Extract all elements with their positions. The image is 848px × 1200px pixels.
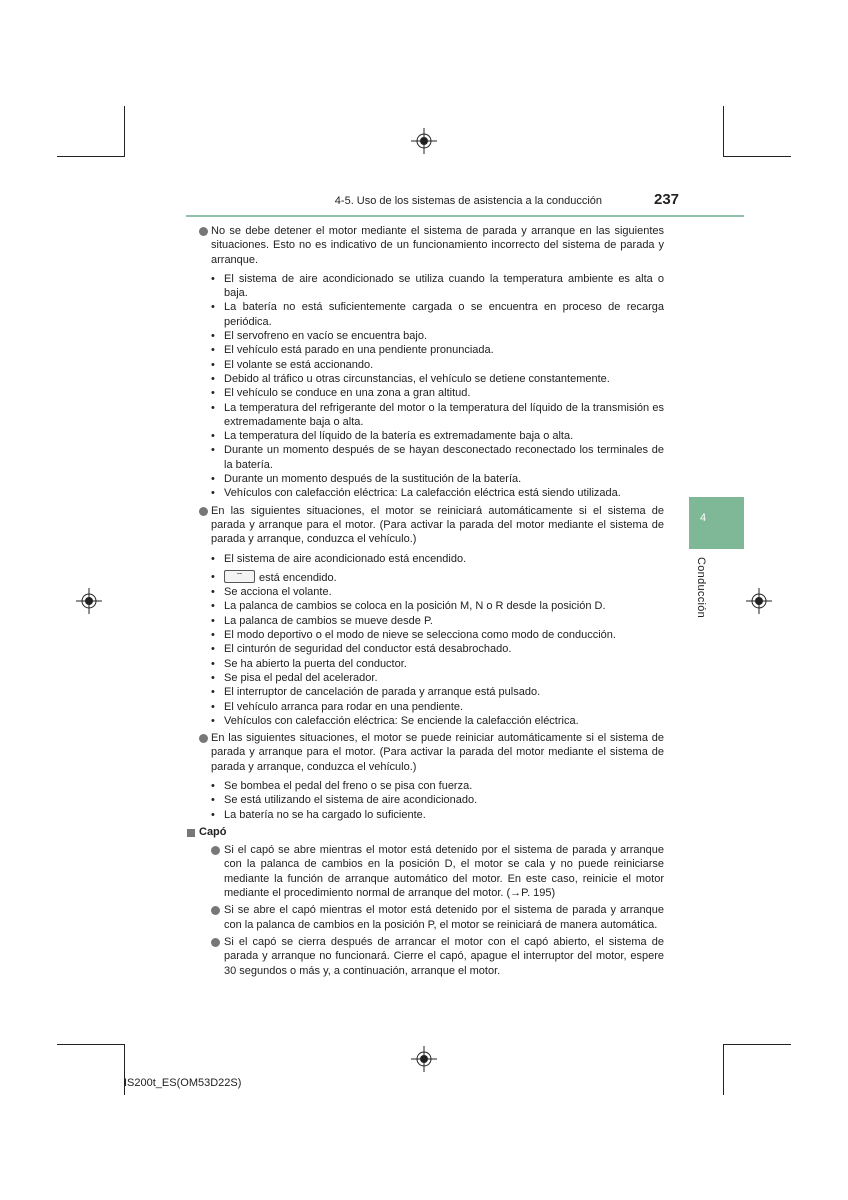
list-item: • La batería no se ha cargado lo suficiente.	[211, 808, 426, 821]
list-item: • El sistema de aire acondicionado se utiliza cuando la temperatura ambiente es alta o baja.	[211, 272, 664, 300]
section-header-title: 4-5. Uso de los sistemas de asistencia a la conducción	[334, 195, 602, 207]
page-content	[198, 224, 664, 981]
list-item: • La palanca de cambios se coloca en la posición M, N o R desde la posición D.	[211, 600, 606, 613]
list-item: • El volante se está accionando.	[211, 358, 374, 371]
paragraph	[198, 504, 664, 547]
bullet-circle-icon	[199, 734, 208, 743]
crop-mark	[723, 156, 791, 157]
condition-list	[198, 552, 664, 729]
bullet-square-icon	[187, 829, 195, 837]
paragraph-text: No se debe detener el motor mediante el sistema de parada y arranque en las siguientes situaciones. Esto no es indicativo de un funcionamiento incorrecto del sistema de parada y arranque.	[211, 225, 664, 266]
paragraph	[198, 903, 664, 932]
list-item: • Se bombea el pedal del freno o se pisa con fuerza.	[211, 779, 473, 792]
registration-mark-icon	[411, 128, 437, 154]
crop-mark	[57, 156, 125, 157]
list-item: • Vehículos con calefacción eléctrica: Se enciende la calefacción eléctrica.	[211, 714, 579, 727]
paragraph-text: En las siguientes situaciones, el motor se puede reiniciar automáticamente si el sistema de parada y arranque para el motor. (Para activar la parada del motor mediante el sistema de parada y arranque, conduzca el vehículo.)	[211, 732, 664, 773]
crop-mark	[124, 106, 125, 157]
defroster-button-icon: ⌔	[224, 570, 255, 583]
paragraph-text: En las siguientes situaciones, el motor se reiniciará automáticamente si el sistema de parada y arranque para el motor. (Para activar la parada del motor mediante el sistema de parada y arranque, conduzca el vehículo.)	[211, 504, 664, 546]
list-item: • ⌔ está encendido.	[211, 570, 337, 584]
list-item: • Debido al tráfico u otras circunstancias, el vehículo se detiene constantemente.	[211, 372, 610, 385]
paragraph-text: Si el capó se abre mientras el motor está detenido por el sistema de parada y arranque con la palanca de cambios en la posición D, el motor se cala y no puede reiniciarse mediante la función de arranque automático del motor. En este caso, reinicie el motor mediante el procedimiento normal de arranque del motor. (→P. 195)	[224, 844, 664, 900]
crop-mark	[723, 1044, 724, 1095]
chapter-number: 4	[700, 512, 707, 524]
bullet-circle-icon	[211, 938, 220, 947]
paragraph	[198, 224, 664, 267]
list-item: • Se ha abierto la puerta del conductor.	[211, 657, 407, 670]
chapter-tab	[689, 497, 744, 549]
list-item: • El vehículo está parado en una pendiente pronunciada.	[211, 344, 494, 357]
paragraph	[198, 731, 664, 774]
list-item: • El cinturón de seguridad del conductor está desabrochado.	[211, 643, 512, 656]
list-item: • La batería no está suficientemente cargada o se encuentra en proceso de recarga periódica.	[211, 301, 664, 328]
list-item: • El vehículo arranca para rodar en una pendiente.	[211, 700, 464, 713]
paragraph-text: Si se abre el capó mientras el motor está detenido por el sistema de parada y arranque con la palanca de cambios en la posición P, el motor se reiniciará de manera automática.	[224, 904, 664, 931]
bullet-circle-icon	[211, 846, 220, 855]
registration-mark-icon	[746, 588, 772, 614]
registration-mark-icon	[76, 588, 102, 614]
list-item: • La temperatura del refrigerante del motor o la temperatura del líquido de la transmisión es extremadamente baja o alta.	[211, 401, 664, 428]
condition-list	[198, 779, 664, 822]
crop-mark	[723, 106, 724, 157]
list-item: • La palanca de cambios se mueve desde P.	[211, 614, 433, 627]
paragraph	[198, 843, 664, 900]
list-item: • Se pisa el pedal del acelerador.	[211, 671, 378, 684]
list-item: • Durante un momento después de la sustitución de la batería.	[211, 473, 522, 486]
bullet-circle-icon	[211, 906, 220, 915]
list-item: • El servofreno en vacío se encuentra bajo.	[211, 330, 428, 343]
list-item: • El sistema de aire acondicionado está encendido.	[211, 552, 467, 565]
list-item: • Se acciona el volante.	[211, 586, 332, 599]
condition-list	[198, 272, 664, 501]
section-heading	[186, 825, 664, 839]
chapter-name: Conducción	[695, 557, 707, 619]
page-number: 237	[654, 191, 680, 208]
list-item: • El interruptor de cancelación de parada y arranque está pulsado.	[211, 686, 541, 699]
document-code: IS200t_ES(OM53D22S)	[124, 1077, 242, 1089]
paragraph	[198, 935, 664, 978]
paragraph-text: Si el capó se cierra después de arrancar el motor con el capó abierto, el sistema de parada y arranque no funcionará. Cierre el capó, apague el interruptor del motor, espere 30 segundos o más y, a continuación, arranque el motor.	[224, 935, 664, 977]
list-item: • Vehículos con calefacción eléctrica: La calefacción eléctrica está siendo utilizada.	[211, 487, 621, 500]
list-item: • El modo deportivo o el modo de nieve se selecciona como modo de conducción.	[211, 629, 616, 642]
list-item: • El vehículo se conduce en una zona a gran altitud.	[211, 387, 471, 400]
bullet-circle-icon	[199, 507, 208, 516]
bullet-circle-icon	[199, 227, 208, 236]
registration-mark-icon	[411, 1046, 437, 1072]
crop-mark	[57, 1044, 125, 1045]
list-item: • Se está utilizando el sistema de aire acondicionado.	[211, 794, 478, 807]
list-item: • Durante un momento después de se hayan desconectado reconectado los terminales de la batería.	[211, 444, 664, 471]
header-divider	[186, 215, 744, 217]
list-item: • La temperatura del líquido de la batería es extremadamente baja o alta.	[211, 430, 574, 443]
crop-mark	[723, 1044, 791, 1045]
section-title: Capó	[199, 825, 227, 838]
